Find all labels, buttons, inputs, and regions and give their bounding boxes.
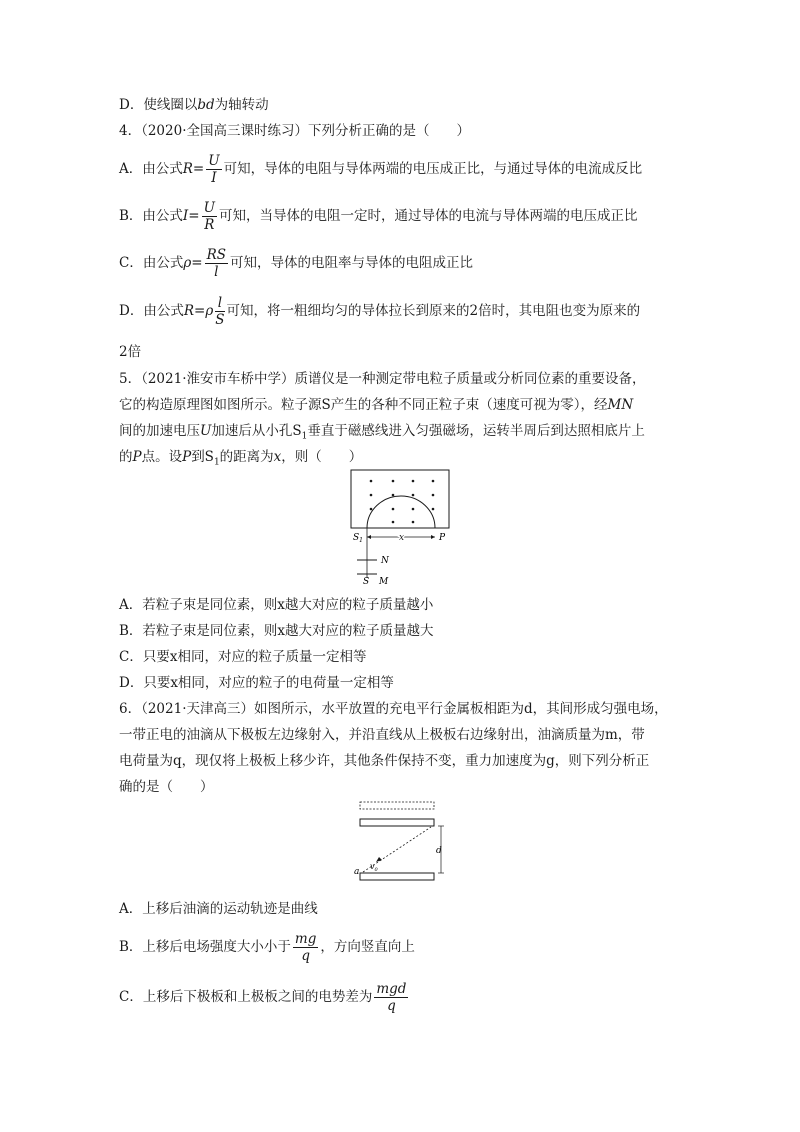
q4-option-d-continued: 2倍 — [119, 344, 142, 360]
upper-plate — [360, 819, 434, 826]
parallel-plates-figure — [352, 800, 452, 886]
label-d: d — [436, 846, 442, 856]
q4-option-c: C．由公式ρ= $\frac{RS}{l}$ 可知，导体的电阻率与导体的电阻成正比 — [119, 247, 474, 280]
mass-spectrometer-figure — [345, 468, 460, 590]
q6-option-b: B．上移后电场强度大小小于 $\frac{mg}{q}$ ，方向竖直向上 — [119, 931, 415, 964]
q5-option-d: D．只要x相同，对应的粒子的电荷量一定相等 — [119, 675, 394, 691]
lower-plate — [360, 873, 434, 880]
fraction: $\frac{U}{I}$ — [208, 153, 220, 186]
fraction: $\frac{RS}{l}$ — [206, 247, 227, 280]
fraction: $\frac{\text{mgd}}{q}$ — [376, 981, 407, 1014]
q4-option-b: B．由公式I= $\frac{U}{R}$ 可知，当导体的电阻一定时，通过导体的电流与导体两端的电压成正比 — [119, 200, 638, 233]
q5-option-c: C．只要x相同，对应的粒子质量一定相等 — [119, 649, 367, 665]
q5-stem-line-2: 它的构造原理图如图所示。粒子源S产生的各种不同正粒子束（速度可视为零），经MN — [119, 397, 634, 413]
field-dots — [370, 480, 435, 524]
q4-stem: 4．（2020·全国高三课时练习）下列分析正确的是（ ） — [119, 123, 470, 139]
fraction: $\frac{U}{R}$ — [203, 200, 215, 233]
q6-stem-line-4: 确的是（ ） — [119, 779, 214, 795]
q6-option-a: A．上移后油滴的运动轨迹是曲线 — [119, 901, 318, 917]
q4-option-d: D．由公式R=ρ $\frac{l}{S}$ 可知，将一粗细均匀的导体拉长到原来的2倍时，其电阻也变为原来的 — [119, 295, 641, 328]
q6-stem-line-2: 一带正电的油滴从下极板左边缘射入，并沿直线从上极板右边缘射出，油滴质量为m，带 — [119, 727, 645, 743]
q5-stem-line-3: 间的加速电压U加速后从小孔$S_1$垂直于磁感线进入匀强磁场，运转半周后到达照相底片上 — [119, 423, 645, 442]
q5-stem-line-1: 5．（2021·淮安市车桥中学）质谱仪是一种测定带电粒子质量或分析同位素的重要设备， — [119, 371, 646, 387]
upper-plate-moved-dashed — [360, 802, 434, 809]
q5-option-b: B．若粒子束是同位素，则x越大对应的粒子质量越大 — [119, 623, 434, 639]
label-x: x — [399, 533, 405, 543]
label-s1: $S_1$ — [353, 533, 363, 544]
label-p: P — [439, 533, 446, 543]
fraction: $\frac{l}{S}$ — [215, 295, 225, 328]
prev-option-d: D．使线圈以bd为轴转动 — [119, 97, 269, 113]
label-v0: $v_0$ — [370, 862, 378, 873]
q5-option-a: A．若粒子束是同位素，则x越大对应的粒子质量越小 — [119, 597, 434, 613]
fraction: $\frac{mg}{q}$ — [294, 931, 317, 964]
particle-trajectory — [367, 496, 435, 528]
label-a: a — [354, 867, 360, 877]
q6-stem-line-1: 6．（2021·天津高三）如图所示，水平放置的充电平行金属板相距为d，其间形成匀强电场， — [119, 701, 668, 717]
q4-option-a: A．由公式R= $\frac{U}{I}$ 可知，导体的电阻与导体两端的电压成正比，与通过导体的电流成反比 — [119, 153, 643, 186]
label-m: M — [379, 577, 389, 587]
label-s: S — [363, 577, 370, 587]
q6-option-c: C．上移后下极板和上极板之间的电势差为 $\frac{\text{mgd}}{q}$ — [119, 981, 407, 1014]
q6-stem-line-3: 电荷量为q，现仅将上极板上移少许，其他条件保持不变，重力加速度为g，则下列分析正 — [119, 753, 650, 769]
q5-stem-line-4: 的P点。设P到$S_1$的距离为x，则（ ） — [119, 449, 363, 468]
label-n: N — [381, 556, 389, 566]
